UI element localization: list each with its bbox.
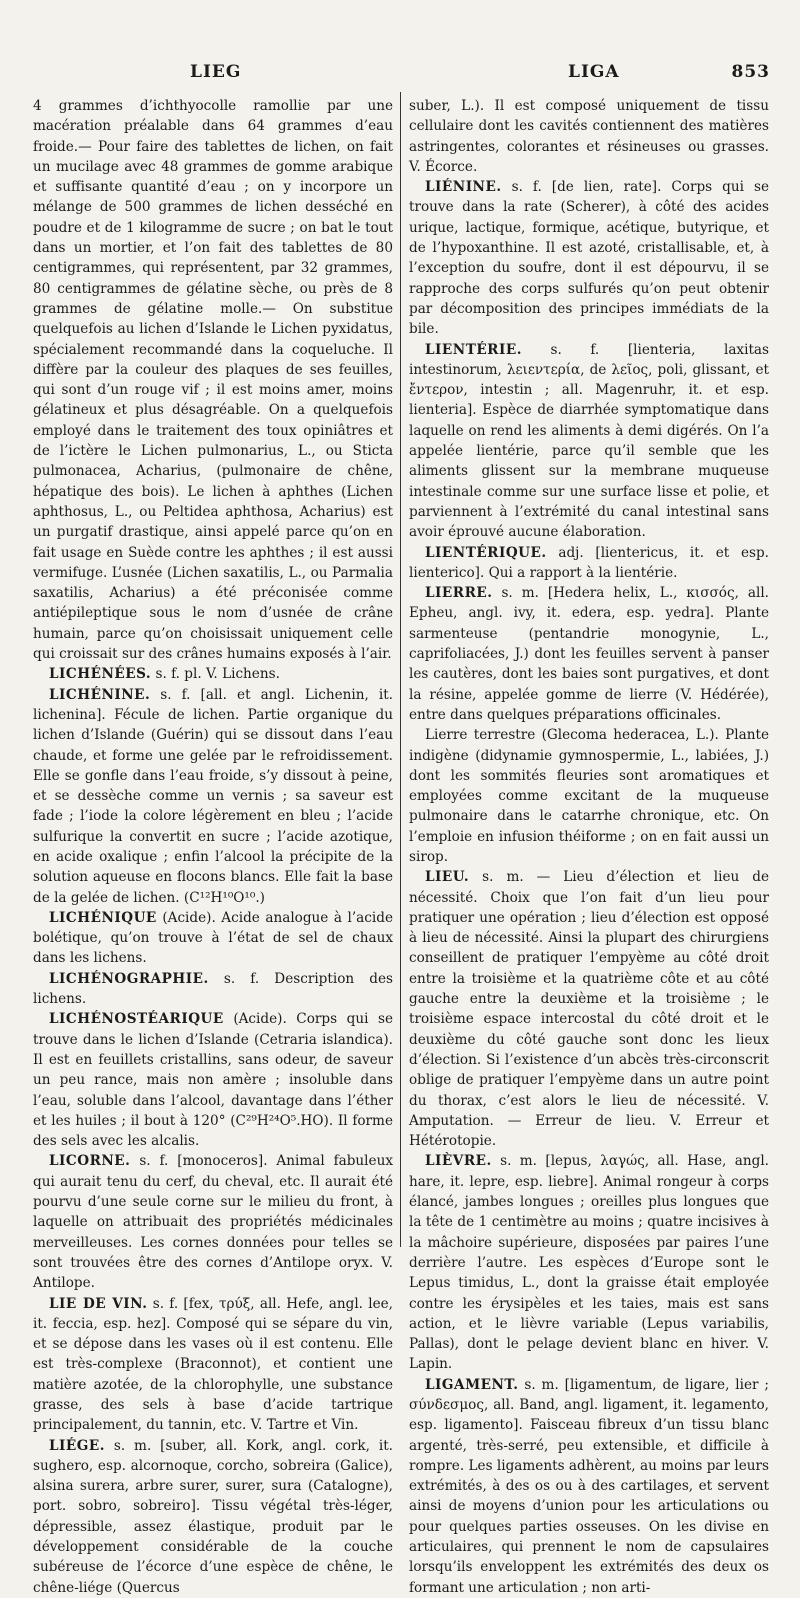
entry-text: s. m. [suber, all. Kork, angl. cork, it. sughero, esp. alcornoque, corcho, sobreira (Galice), alsina surera, arbre surer, surer, sura (Catalogne), port. sobro, sobreiro]. Tissu végétal très-léger, dépressible, assez élastique, produit par le développement considérable de la couche subéreuse de l’écorce d’une espèce de chêne, le chêne-liége (Quercus [33, 1437, 394, 1596]
entry-headword: LIENTÉRIE. [425, 341, 522, 358]
page-header [30, 62, 770, 90]
entry [409, 583, 769, 725]
entry-text: 4 grammes d’ichthyocolle ramollie par une macération préalable dans 64 grammes d’eau froide.— Pour faire des tablettes de lichen, on fait un mucilage avec 48 grammes de gomme arabique et suffisante quantité d’eau ; on y incorpore un mélange de 500 grammes de lichen desséché en poudre et de 1 kilogramme de sucre ; on bat le tout dans un mortier, et l’on fait des tablettes de 80 centigrammes, qui représentent, par 32 grammes, 80 centigrammes de gélatine sèche, ou près de 8 grammes de gélatine molle.— On substitue quelquefois au lichen d’Islande le Lichen pyxidatus, spécialement recommandé dans la coqueluche. Il diffère par la couleur des plaques de ses feuilles, qui sont d’un rouge vif ; il est moins amer, moins gélatineux et plus désagréable. On a quelquefois employé dans le traitement des toux opiniâtres et de l’ictère le Lichen pulmonarius, L., ou Sticta pulmonacea, Acharius, (pulmonaire de chêne, hépatique des bois). Le lichen à aphthes (Lichen aphthosus, L., ou Peltidea aphthosa, Acharius) est un purgatif drastique, ainsi appelé parce qu’on en fait usage en Suède contre les aphthes ; il est aussi vermifuge. L’usnée (Lichen saxatilis, L., ou Parmalia saxatilis, Acharius) a été préconisée comme antiépileptique sous le nom d’usnée de crâne humain, parce qu’on choisissait uniquement celle qui croissait sur des crânes humains exposés à l’air. [33, 98, 393, 663]
entry-text: s. m. — Lieu d’élection et lieu de nécessité. Choix que l’on fait d’un lieu pour pratiquer une opération ; lieu d’élection est opposé à lieu de nécessité. Ainsi la plupart des chirurgiens conseillent de pratiquer l’empyème au côté droit entre la troisième et la quatrième côte et au côté gauche entre la deuxième et la troisième ; le troisième espace intercostal du côté droit et le deuxième du côté gauche sont donc les lieux d’élection. Si l’existence d’un abcès très-circonscrit oblige de pratiquer l’empyème dans un autre point du thorax, c’est alors le lieu de nécessité. V. Amputation. — Erreur de lieu. V. Erreur et Hétérotopie. [409, 869, 769, 1150]
entry-text: s. f. [lienteria, laxitas intestinorum, λειεντερία, de λεῖος, poli, glissant, et ἔντερον, intestin ; all. Magenruhr, it. et esp. lienteria]. Espèce de diarrhée symptomatique dans laquelle on rend les aliments à demi digérés. On l’a appelée lientérie, parce qu’il semble que les aliments glissent sur la membrane muqueuse intestinale comme sur une surface lisse et polie, et parviennent à l’extrémité du canal intestinal sans avoir éprouvé aucune élaboration. [409, 341, 769, 541]
right-column [409, 96, 769, 1598]
entry-text: adj. [lientericus, it. et esp. lienterico]. Qui a rapport à la lientérie. [409, 544, 769, 581]
entry-headword: LIEU. [425, 869, 470, 886]
entry-headword: LICHÉNOSTÉARIQUE [49, 1011, 224, 1028]
entry-text: s. f. [de lien, rate]. Corps qui se trouve dans la rate (Scherer), à côté des acides urique, lactique, formique, acétique, butyrique, et de l’hypoxanthine. Il est azoté, cristallisable, et, à l’exception du soufre, dont il est dépourvu, il se rapproche des corps sulfurés qu’on peut obtenir par décomposition des principes immédiats de la bile. [409, 179, 769, 338]
entry-headword: LIE DE VIN. [49, 1295, 148, 1312]
entry [33, 1151, 393, 1293]
entry-headword: LIÉNINE. [425, 179, 502, 196]
entry-headword: LIERRE. [425, 585, 493, 602]
entry-text: s. f. pl. V. Lichens. [155, 666, 280, 683]
left-column [33, 96, 393, 1598]
entry [409, 543, 769, 584]
entry-text: s. f. [fex, τρύξ, all. Hefe, angl. lee, it. feccia, esp. hez]. Composé qui se sépare du vin, et se dépose dans les vases où il est contenu. Elle est très-complexe (Braconnot), et contient une matière azotée, de la chlorophylle, une substance grasse, des sels à base d’acide tartrique principalement, du tannin, etc. V. Tartre et Vin. [33, 1295, 393, 1434]
entry [409, 725, 769, 867]
entry-text: s. f. [all. et angl. Lichenin, it. lichenina]. Fécule de lichen. Partie organique du lichen d’Islande (Guérin) qui se dissout dans l’eau chaude, et forme une gelée par le refroidissement. Elle se gonfle dans l’eau froide, s’y dissout à peine, et se dessèche comme un vernis ; sa saveur est fade ; l’iode la colore légèrement en bleu ; l’acide sulfurique la convertit en sucre ; l’acide azotique, en acide oxalique ; enfin l’alcool la précipite de la solution aqueuse en flocons blancs. Elle fait la base de la gelée de lichen. (C¹²H¹⁰O¹⁰.) [33, 686, 393, 906]
right-running-head: LIGA [568, 62, 620, 82]
entry [409, 177, 769, 339]
entry-headword: LIÈVRE. [425, 1153, 492, 1170]
entry [33, 664, 393, 684]
column-divider [400, 92, 401, 1247]
entry-headword: LIÉGE. [49, 1437, 105, 1454]
entry [409, 1151, 769, 1374]
entry [409, 96, 769, 177]
entry-text: (Acide). Corps qui se trouve dans le lichen d’Islande (Cetraria islandica). Il est en feuillets cristallins, sans odeur, de saveur un peu rance, mais non amère ; insoluble dans l’eau, soluble dans l’alcool, davantage dans l’éther et les huiles ; il bout à 120° (C²⁹H²⁴O⁵.HO). Il forme des sels avec les alcalis. [33, 1011, 393, 1150]
entry-text: (Acide). Acide analogue à l’acide bolétique, qu’on trouve à l’état de sel de chaux dans les lichens. [33, 909, 393, 967]
entry-headword: LICHÉNINE. [49, 686, 151, 703]
entry-text: s. f. Description des lichens. [33, 970, 393, 1008]
entry [33, 969, 393, 1010]
entry-text: s. f. [monoceros]. Animal fabuleux qui aurait tenu du cerf, du cheval, etc. Il aurait été pourvu d’une seule corne sur le milieu du front, à laquelle on attribuait des propriétés médicinales merveilleuses. Les cornes données pour telles se sont trouvées être des cornes d’Antilope oryx. V. Antilope. [33, 1153, 393, 1292]
entry [33, 1294, 393, 1436]
entry-text: suber, L.). Il est composé uniquement de tissu cellulaire dont les cavités contiennent des matières astringentes, colorantes et résineuses ou grasses. V. Écorce. [409, 98, 769, 175]
entry [33, 685, 393, 908]
entry-headword: LICHÉNOGRAPHIE. [49, 970, 209, 987]
entry [409, 340, 769, 543]
entry-text: Lierre terrestre (Glecoma hederacea, L.). Plante indigène (didynamie gymnospermie, L., labiées, J.) dont les sommités fleuries sont aromatiques et employées comme excitant de la muqueuse pulmonaire dans le catarrhe chronique, etc. On l’emploie en infusion théiforme ; on en fait aussi un sirop. [409, 727, 769, 865]
entry-text: s. m. [lepus, λαγώς, all. Hase, angl. hare, it. lepre, esp. liebre]. Animal rongeur à corps élancé, jambes longues ; oreilles plus longues que la tête de 1 centimètre au moins ; quatre incisives à la mâchoire supérieure, disposées par paires l’une derrière l’autre. Les espèces d’Europe sont le Lepus timidus, L., dont la graisse était employée contre les érysipèles et les taies, mais est sans action, et le lièvre variable (Lepus variabilis, Pallas), dont le pelage devient blanc en hiver. V. Lapin. [409, 1153, 769, 1373]
entry [409, 1375, 769, 1598]
page-number: 853 [731, 62, 770, 82]
entry-headword: LIGAMENT. [425, 1376, 519, 1393]
entry-headword: LICHÉNÉES. [49, 666, 152, 683]
entry-headword: LICHÉNIQUE [49, 909, 157, 926]
entry [409, 867, 769, 1151]
entry-headword: LICORNE. [49, 1153, 131, 1170]
entry-headword: LIENTÉRIQUE. [425, 544, 547, 561]
entry [33, 1436, 393, 1598]
entry [33, 96, 393, 664]
entry [33, 908, 393, 969]
entry [33, 1009, 393, 1151]
left-running-head: LIEG [190, 62, 242, 82]
entry-text: s. m. [Hedera helix, L., κισσός, all. Epheu, angl. ivy, it. edera, esp. yedra]. Plante sarmenteuse (pentandrie monogynie, L., caprifoliacées, J.) dont les feuilles servent à panser les cautères, dont les baies sont purgatives, et dont la résine, appelée gomme de lierre (V. Hédérée), entre dans quelques préparations officinales. [409, 585, 770, 723]
entry-text: s. m. [ligamentum, de ligare, lier ; σύνδεσμος, all. Band, angl. ligament, it. legamento, esp. ligamento]. Faisceau fibreux d’un tissu blanc argenté, très-serré, peu extensible, et difficile à rompre. Les ligaments adhèrent, au moins par leurs extrémités, à des os ou à des cartilages, et servent ainsi de moyens d’union pour les articulations ou pour quelques parties osseuses. On les divise en articulaires, qui prennent le nom de capsulaires lorsqu’ils enveloppent les extrémités des deux os formant une articulation ; non arti- [409, 1376, 769, 1596]
